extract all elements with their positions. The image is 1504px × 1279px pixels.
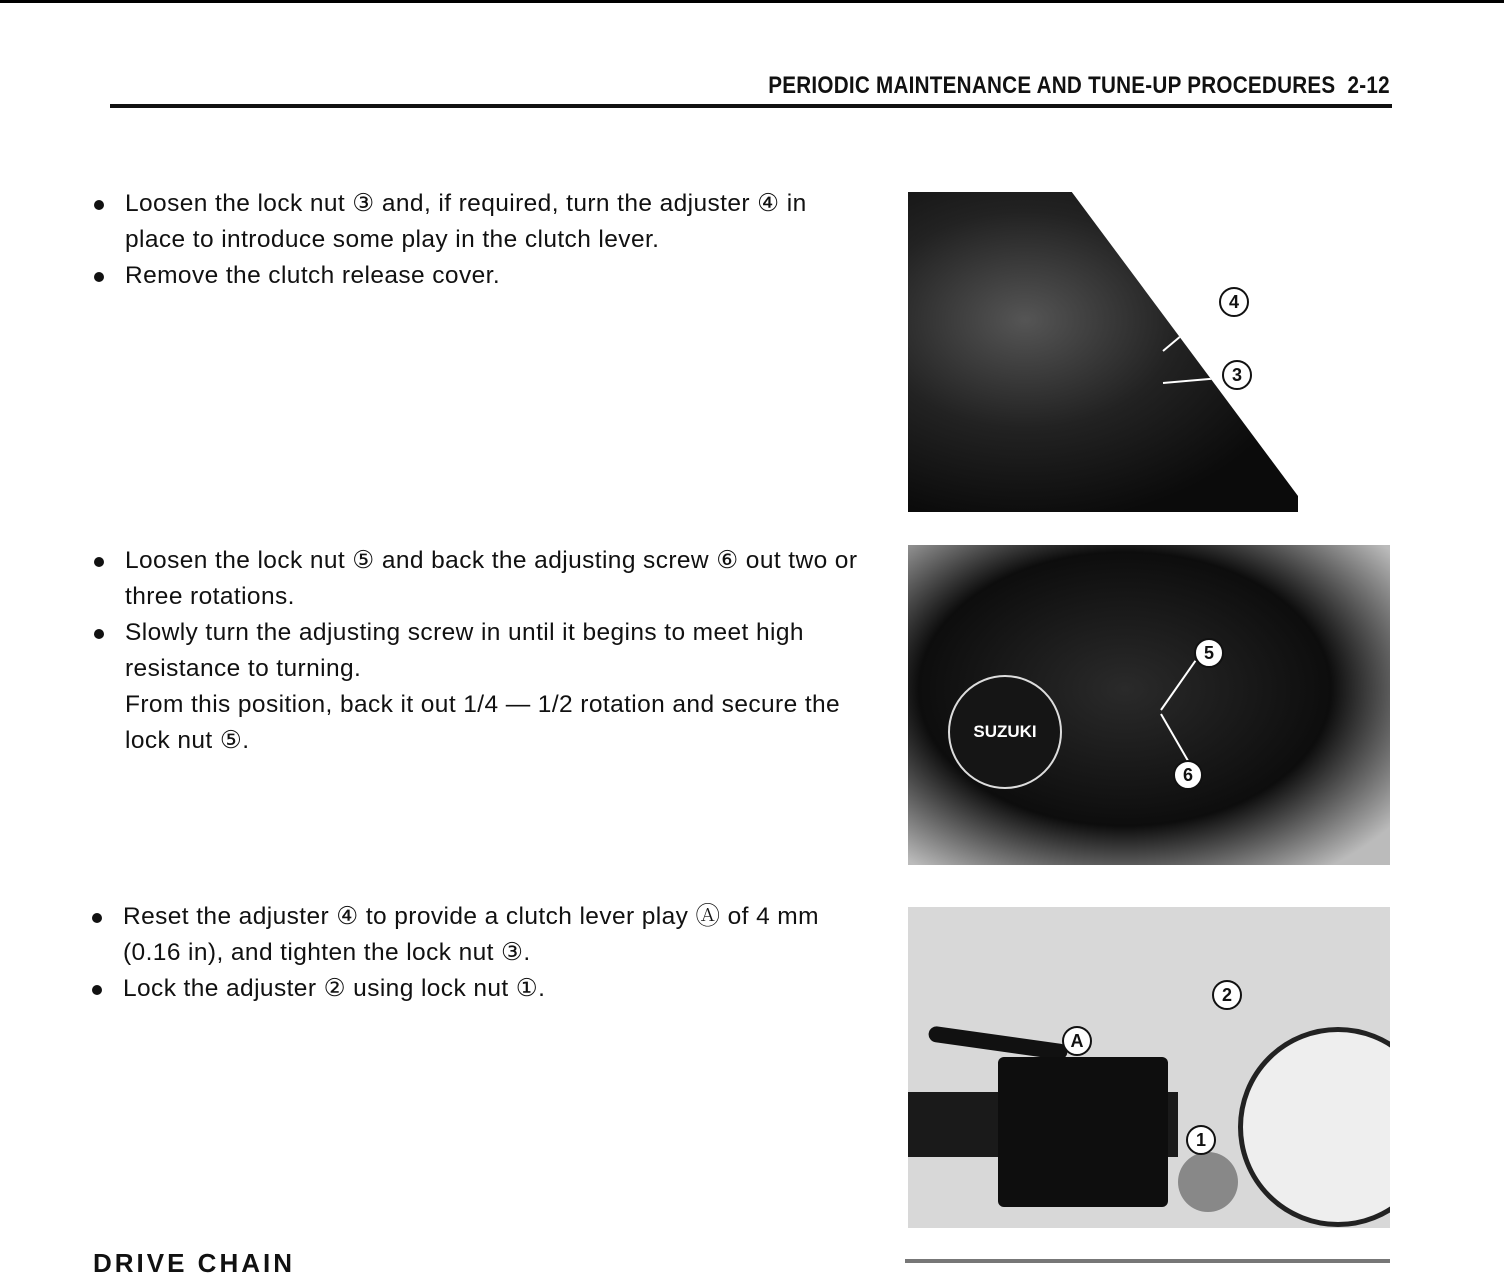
list-item (92, 258, 872, 294)
next-section-heading: DRIVE CHAIN (93, 1248, 296, 1278)
figure-clutch-release-photo (908, 545, 1390, 865)
callout-a: A (1062, 1026, 1092, 1056)
callout-4: 4 (1219, 287, 1249, 317)
list-item (92, 615, 872, 687)
list-item (90, 899, 870, 971)
bullet-icon (92, 985, 102, 995)
bullet-icon (94, 629, 104, 639)
header-title: PERIODIC MAINTENANCE AND TUNE-UP PROCEDURES (768, 72, 1336, 99)
item-text: Loosen the lock nut ⑤ and back the adjusting screw ⑥ out two or three rotations. (125, 547, 858, 610)
callout-3: 3 (1222, 360, 1252, 390)
list-item (92, 186, 872, 258)
header-rule (110, 104, 1392, 108)
item-text: Reset the adjuster ④ to provide a clutch lever play Ⓐ of 4 mm (0.16 in), and tighten the lock nut ③. (123, 903, 819, 966)
top-border (0, 0, 1504, 3)
bullet-icon (94, 557, 104, 567)
page-header (768, 72, 1390, 100)
item-text: Loosen the lock nut ③ and, if required, turn the adjuster ④ in place to introduce some play in the clutch lever. (125, 190, 807, 253)
callout-2: 2 (1212, 980, 1242, 1010)
instruction-block-1 (92, 186, 872, 294)
item-text: Lock the adjuster ② using lock nut ①. (123, 975, 546, 1002)
bottom-rule (905, 1259, 1390, 1263)
item-text: Remove the clutch release cover. (125, 262, 501, 289)
item-text: Slowly turn the adjusting screw in until it begins to meet high resistance to turning. (125, 619, 804, 682)
bullet-icon (94, 200, 104, 210)
callout-1: 1 (1186, 1125, 1216, 1155)
instruction-block-2 (92, 543, 872, 759)
callout-6: 6 (1173, 760, 1203, 790)
instruction-block-3 (90, 899, 870, 1007)
suzuki-logo: SUZUKI (948, 675, 1062, 789)
callout-5: 5 (1194, 638, 1224, 668)
bullet-icon (92, 913, 102, 923)
list-item (90, 971, 870, 1007)
figure-clutch-adjuster-photo (908, 192, 1298, 512)
list-item (92, 543, 872, 615)
bullet-icon (94, 272, 104, 282)
figure-clutch-lever-photo (908, 907, 1390, 1228)
page-number: 2-12 (1347, 72, 1390, 99)
continuation-text: From this position, back it out 1/4 — 1/2 rotation and secure the lock nut ⑤. (125, 691, 841, 754)
